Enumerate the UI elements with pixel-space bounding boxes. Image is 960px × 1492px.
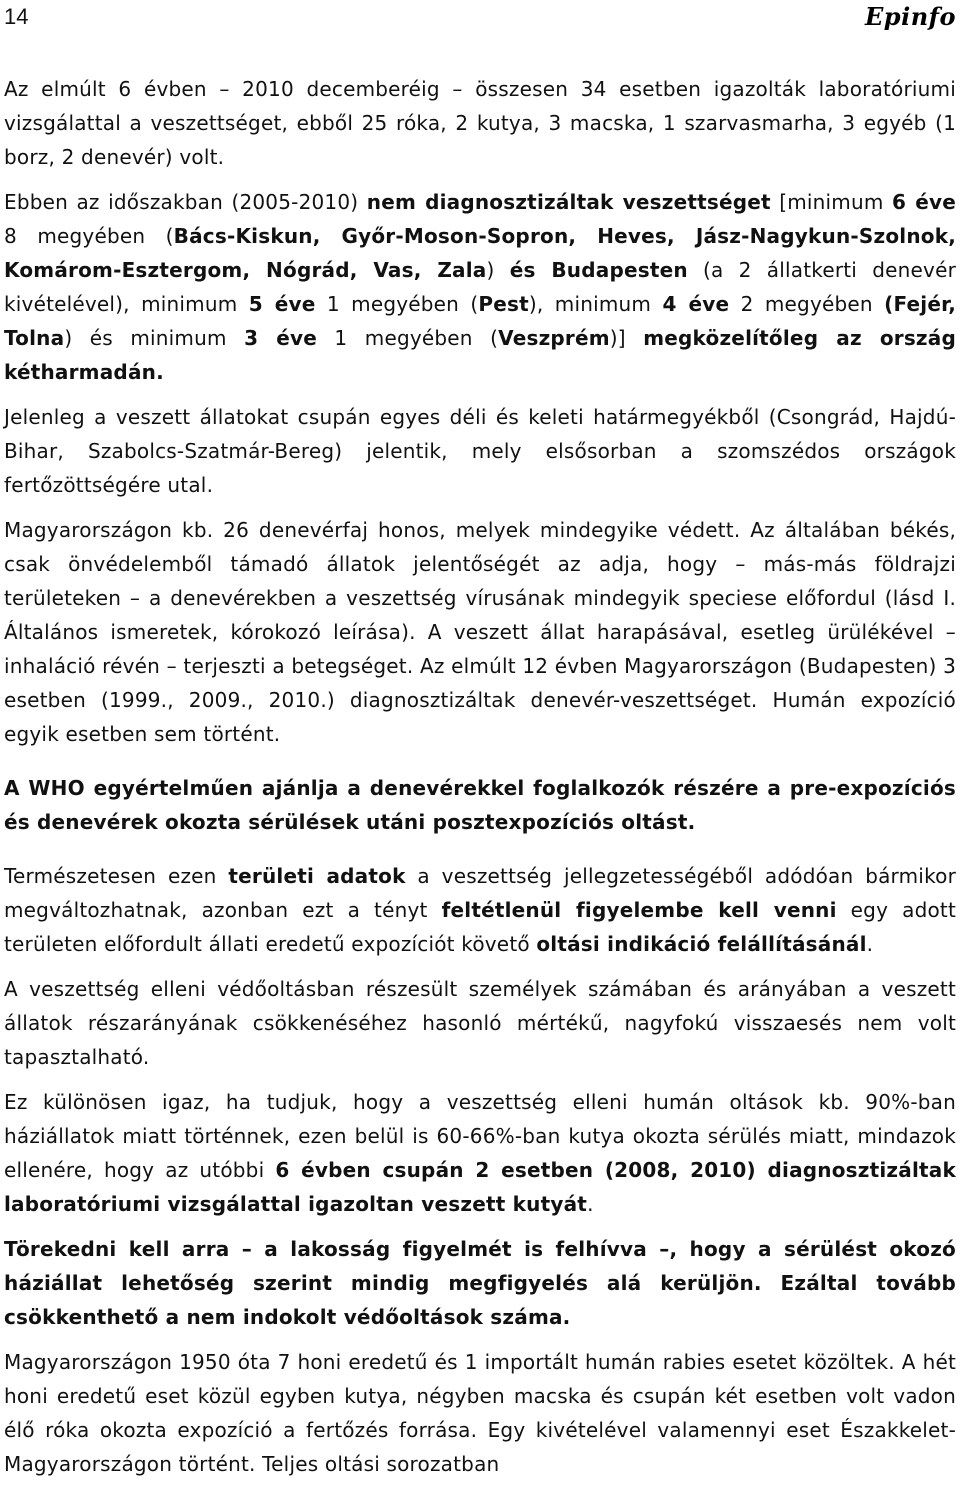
text-run: )] <box>609 326 644 350</box>
paragraph-case-summary: Az elmúlt 6 évben – 2010 decemberéig – összesen 34 esetben igazolták laboratóriumi vizsgálattal a veszettséget, ebből 25 róka, 2 kutya, 3 macska, 1 szarvasmarha, 3 egyéb (1 borz, 2 denevér) volt. <box>4 77 956 169</box>
bold-run: (Fejér, Tolna <box>4 292 957 350</box>
text-run: ) és minimum <box>64 326 245 350</box>
text-run: a veszettség jellegzetességéből adódóan bármikor megváltozhatnak, azonban ezt a tényt <box>4 864 956 922</box>
bold-run: oltási indikáció felállításánál <box>536 932 867 956</box>
bold-run: 4 éve <box>662 292 730 316</box>
bold-run: 3 éve <box>244 326 317 350</box>
text-run: Ez különösen igaz, ha tudjuk, hogy a veszettség elleni humán oltások kb. 90%-ban háziállatok miatt történnek, ezen belül is 60-66%-ban kutya okozta sérülés miatt, mindazok ellenére, hogy az utóbbi <box>4 1090 956 1182</box>
bold-run: Pest <box>478 292 529 316</box>
paragraph-territorial-data <box>4 859 956 961</box>
text-run: egy adott területen előfordult állati eredetű expozíciót követő <box>4 898 957 956</box>
paragraph-human-cases: Magyarországon 1950 óta 7 honi eredetű és 1 importált humán rabies esetet közöltek. A hét honi eredetű eset közül egyben kutya, négyben macska és csupán két esetben volt vadon élő róka okozta expozíció a fertőzés forrása. Egy kivételével valamennyi eset Északkelet-Magyarországon történt. Teljes oltási sorozatban <box>4 1350 956 1476</box>
bold-run: 6 éve <box>892 190 956 214</box>
text-run: 8 megyében ( <box>4 224 174 248</box>
bold-run: 5 éve <box>248 292 316 316</box>
paragraph-border-counties: Jelenleg a veszett állatokat csupán egyes déli és keleti határmegyékből (Csongrád, Hajdú-Bihar, Szabolcs-Szatmár-Bereg) jelentik, mely elsősorban a szomszédos országok fertőzöttségére utal. <box>4 405 956 497</box>
paragraph-observation-advice <box>4 1232 956 1334</box>
text-run: ), minimum <box>528 292 663 316</box>
text-run: 1 megyében ( <box>315 292 479 316</box>
text-run: . <box>587 1192 594 1216</box>
text-run: Ebben az időszakban (2005-2010) <box>4 190 367 214</box>
paragraph-rabies-free-counties <box>4 185 956 389</box>
bold-run: A WHO egyértelműen ajánlja a denevérekkel foglalkozók részére a pre-expozíciós és denevérek okozta sérülések utáni posztexpozíciós oltást. <box>4 776 956 834</box>
text-run: . <box>866 932 874 956</box>
text-run: Természetesen ezen <box>4 864 229 888</box>
text-run: [minimum <box>770 190 893 214</box>
bold-run: Bács-Kiskun, Győr-Moson-Sopron, Heves, Jász-Nagykun-Szolnok, Komárom-Esztergom, Nógrád, Vas, Zala <box>4 224 956 282</box>
paragraph-bat-rabies: Magyarországon kb. 26 denevérfaj honos, melyek mindegyike védett. Az általában békés, csak önvédelemből támadó állatok jelentőségét az adja, hogy – más-más földrajzi területeken – a denevérekben a veszettség vírusának mindegyik speciese előfordul (lásd I. Általános ismeretek, kórokozó leírása). A veszett állat harapásával, esetleg ürülékével – inhaláció révén – terjeszti a betegséget. Az elmúlt 12 évben Magyarországon (Budapesten) 3 esetben (1999., 2009., 2010.) diagnosztizáltak denevér-veszettséget. Humán expozíció egyik esetben sem történt. <box>4 518 956 746</box>
bold-run: 6 évben csupán 2 esetben (2008, 2010) diagnosztizáltak laboratóriumi vizsgálattal igazoltan veszett kutyát <box>4 1158 956 1216</box>
text-run: 2 megyében <box>729 292 885 316</box>
bold-run: feltétlenül figyelembe kell venni <box>441 898 837 922</box>
text-run: 1 megyében ( <box>316 326 499 350</box>
bold-run: Törekedni kell arra – a lakosság figyelmét is felhívva –, hogy a sérülést okozó háziállat lehetőség szerint mindig megfigyelés alá kerüljön. Ezáltal tovább csökkenthető a nem indokolt védőoltások száma. <box>4 1237 956 1329</box>
bold-run: területi adatok <box>228 864 406 888</box>
bold-run: megközelítőleg az ország kétharmadán. <box>4 326 956 384</box>
text-run: ) <box>486 258 510 282</box>
text-run: (a 2 állatkerti denevér kivételével), minimum <box>4 258 957 316</box>
brand-logo: Epinfo <box>865 2 956 31</box>
page-number: 14 <box>4 4 29 29</box>
bold-run: nem diagnosztizáltak veszettséget <box>366 190 771 214</box>
bold-run: és Budapesten <box>509 258 688 282</box>
paragraph-vaccination-decline: A veszettség elleni védőoltásban részesült személyek számában és arányában a veszett állatok részarányának csökkenéséhez hasonló mértékű, nagyfokú visszaesés nem volt tapasztalható. <box>4 977 956 1069</box>
paragraph-who-recommendation <box>4 771 956 839</box>
bold-run: Veszprém <box>498 326 610 350</box>
document-body <box>4 72 956 1492</box>
paragraph-domestic-animals <box>4 1085 956 1221</box>
